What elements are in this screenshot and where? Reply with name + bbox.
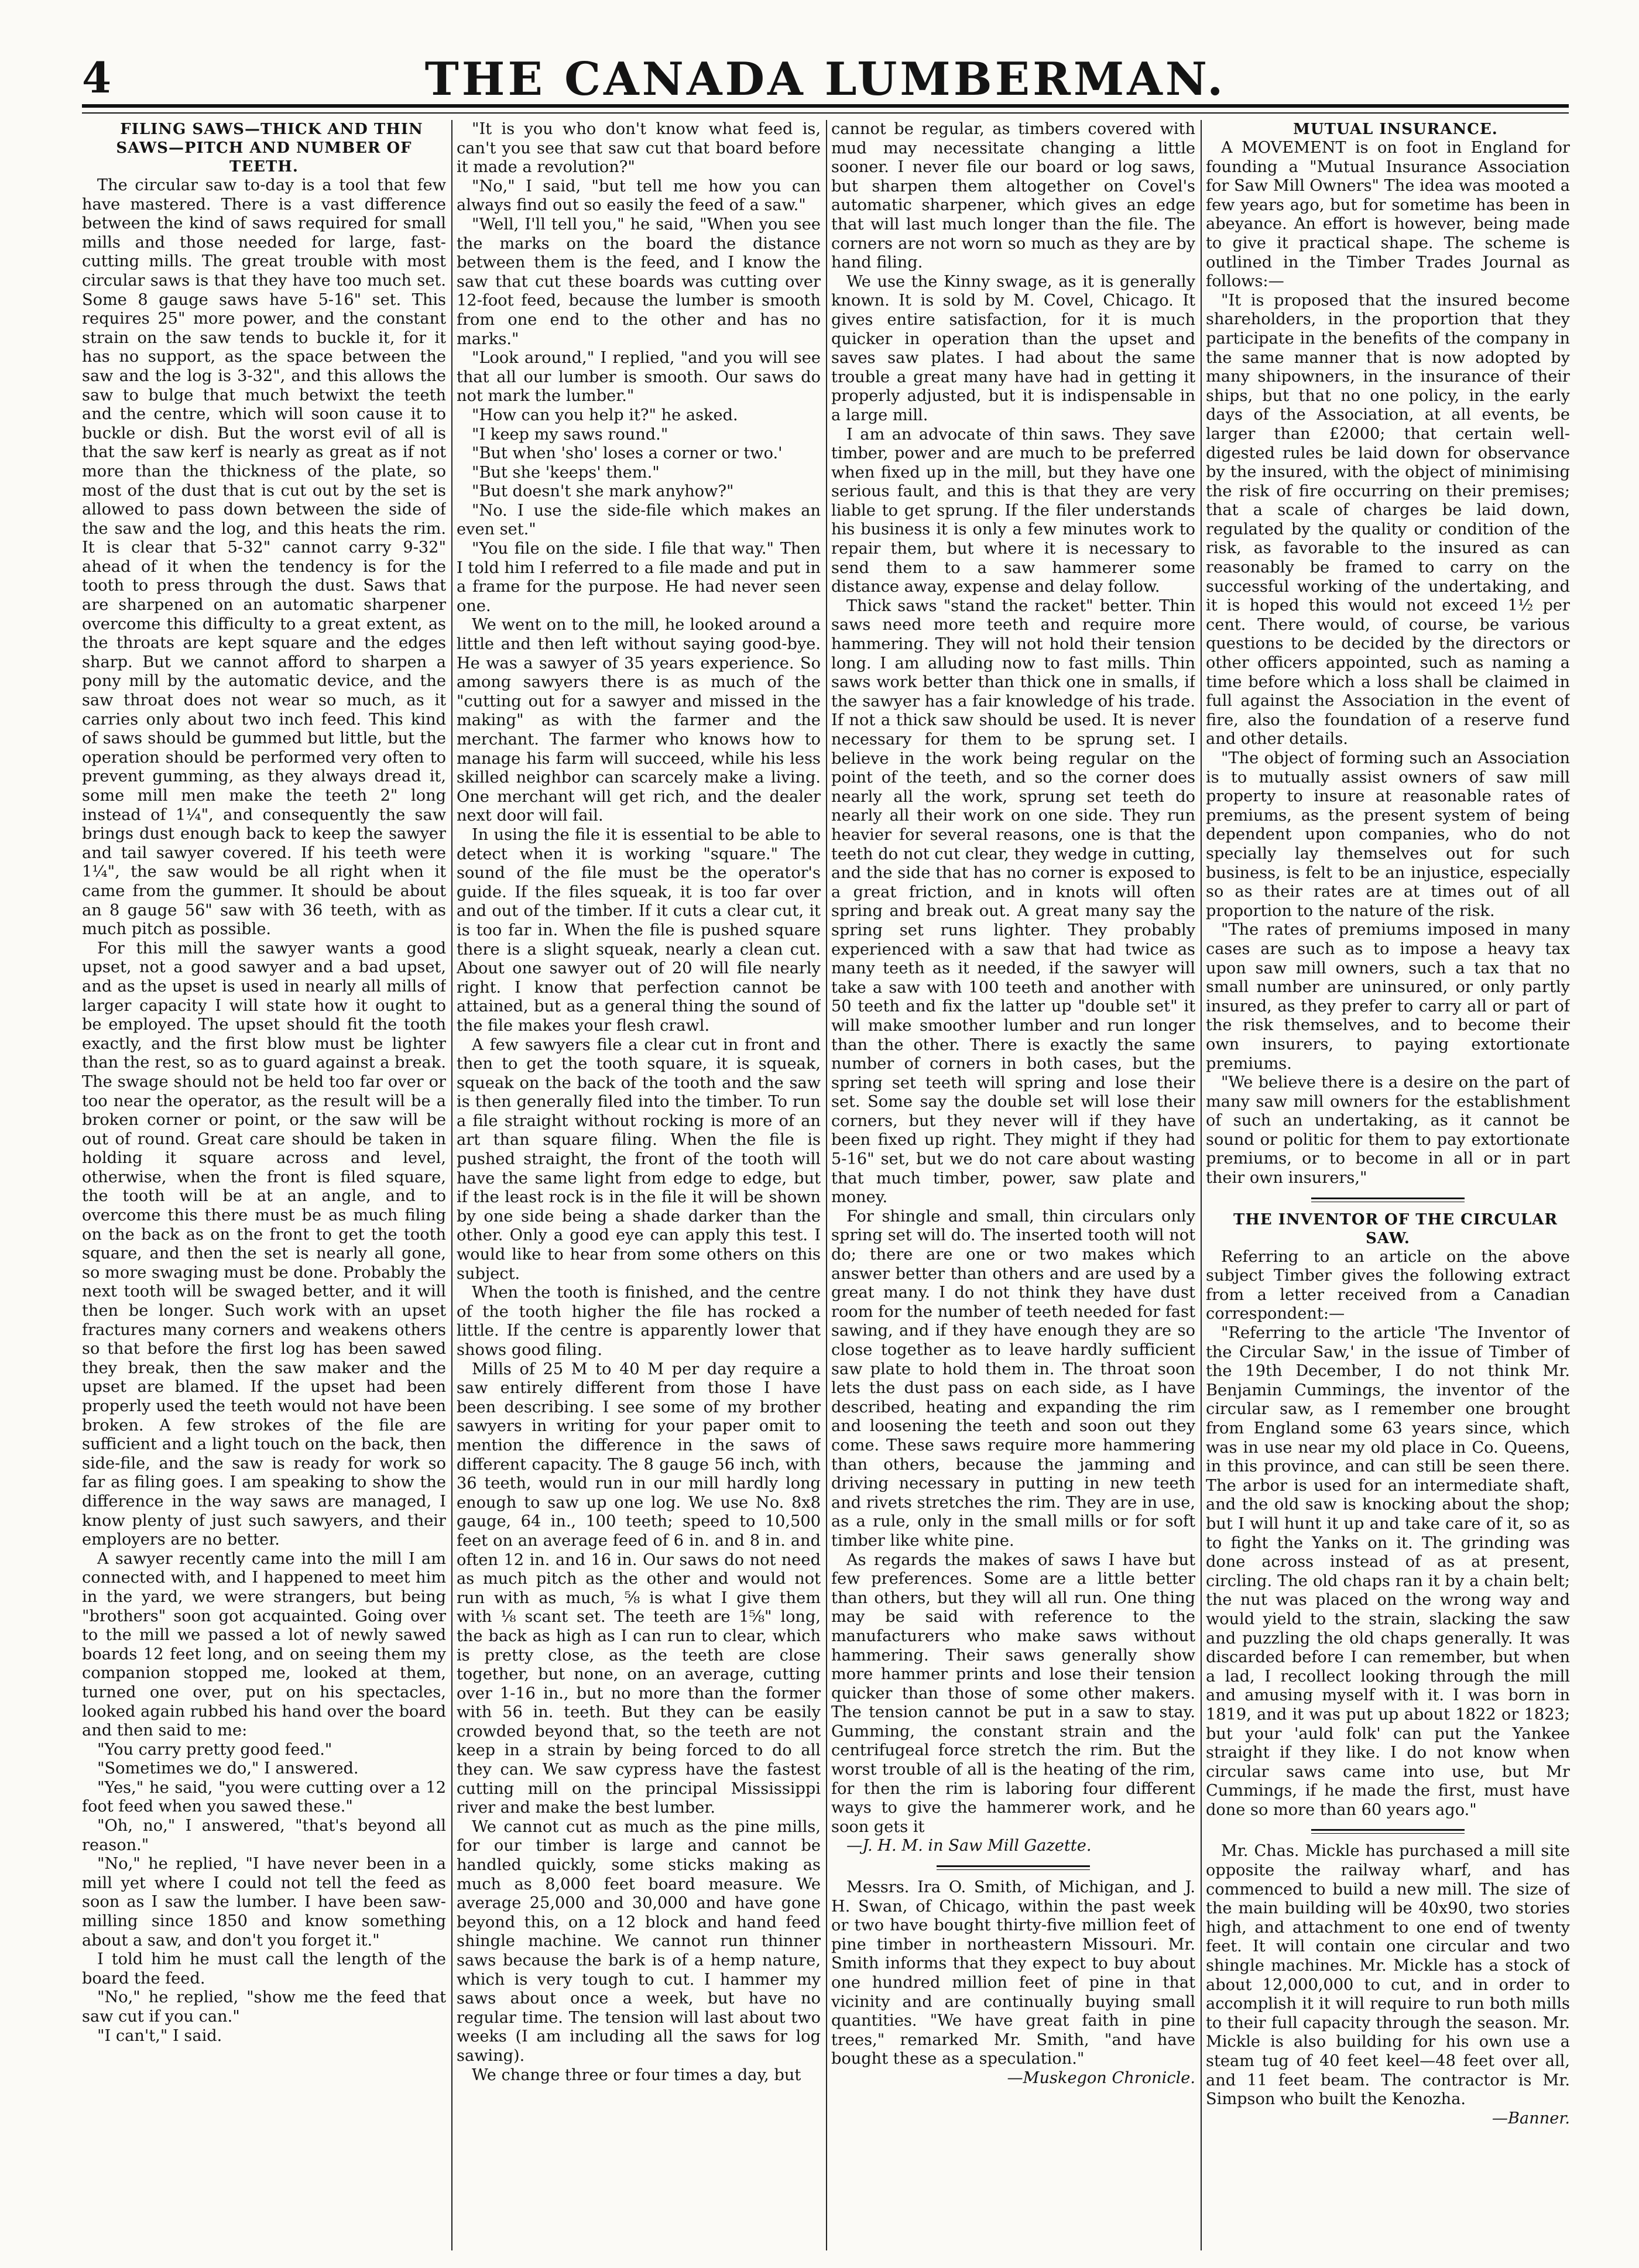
paragraph: "Referring to the article 'The Inventor of the Circular Saw,' in the issue of Timber of the 19th December, I do not think Mr. Benjamin Cummings, the inventor of the circular saw, as I remember one brought from England some 63 years since, which was in use near my old place in Co. Queens, in this province, and can still be seen there. The arbor is used for an intermediate shaft, and the old saw is knocking about the shop; but I will hunt it up and take care of it, so as to fight the Yanks on it. The grinding was done across instead of as at present, circling. The old chaps ran it by a chain belt; the nut was placed on the wrong way and would yield to the strain, slacking the saw and puzzling the old chaps generally. It was discarded before I can remember, but when a lad, I recollect looking through the mill and amusing myself with it. I was born in 1819, and it was put up about 1822 or 1823; but your 'auld folk' can put the Yankee straight if they like. I do not know when circular saws came into use, but Mr Cummings, if he made the first, must have done so more than 60 years ago." — [1206, 1324, 1570, 1819]
page-header — [82, 29, 1569, 105]
header-rule — [82, 104, 1569, 108]
paragraph: We change three or four times a day, but — [472, 2065, 801, 2084]
article-heading: MUTUAL INSURANCE. — [1293, 121, 1498, 138]
paragraph: A sawyer recently came into the mill I am connected with, and I happened to meet him in the yard, we were strangers, but being "brothers" soon got acquainted. Going over to the mill we passed a lot of newly sawed boards 12 feet long, and on seeing them my companion stopped me, looked at them, turned one over, put on his spectacles, looked again rubbed his hand over the board and then said to me: — [82, 1549, 446, 1740]
paragraph: Mills of 25 M to 40 M per day require a saw entirely different from those I have been describing. I see some of my brother sawyers in writing for your paper omit to mention the difference in the saws of different capacity. The 8 gauge 56 inch, with 36 teeth, would run in our mill hardly long enough to saw up one log. We use No. 8x8 gauge, 64 in., 100 teeth; speed to 10,500 feet on an average feed of 6 in. and 8 in. and often 12 in. and 16 in. Our saws do not need as much pitch as the other and would not run with as much, ⅝ is what I give them with ⅛ scant set. The teeth are 1⅝" long, the back as high as I can run to clear, which is pretty close, as the teeth are close together, but none, on an average, cutting over 1-16 in., but no more than the former with 56 in. teeth. But they can be easily crowded beyond that, so the teeth are not keep in a strain by being forced to do all they can. We saw cypress have the fastest cutting mill on the principal Mississippi river and make the best lumber. — [457, 1360, 821, 1817]
paragraph: In using the file it is essential to be able to detect when it is working "square." The sound of the file must be the operator's guide. If the files squeak, it is too far over and out of the timber. If it cuts a clear cut, it is too far in. When the file is pushed square there is a slight squeak, nearly a clean cut. About one sawyer out of 20 will file nearly right. I know that perfection cannot be attained, but as a general thing the sound of the file makes your flesh crawl. — [457, 825, 821, 1035]
column-3 — [831, 120, 1195, 2250]
section-divider — [937, 1865, 1090, 1867]
paragraph: Referring to an article on the above subject Timber gives the following extract from a letter received from a Canadian correspondent:— — [1206, 1247, 1570, 1323]
column-rule — [451, 120, 452, 2250]
paragraph: "I can't," I said. — [97, 2026, 222, 2045]
paragraph: When the tooth is finished, and the centre of the tooth higher the file has rocked a little. If the centre is apparently lower that shows good filing. — [457, 1284, 821, 1359]
paragraph: For shingle and small, thin circulars only spring set will do. The inserted tooth will not do; there are one or two makes which answer better than others and are used by a great many. I do not think they have dust room for the number of teeth needed for fast sawing, and if they have enough they are so close together as to leave hardly sufficient saw plate to hold them in. The throat soon lets the dust pass on each side, as I have described, heating and expanding the rim and loosening the teeth and soon out they come. These saws require more hammering than others, because the jamming and driving necessary in putting in new teeth and rivets stretches the rim. They are in use, as a rule, only in the small mills or for soft timber like white pine. — [831, 1207, 1195, 1550]
paragraph: As regards the makes of saws I have but few preferences. Some are a little better than others, but they will all run. One thing may be said with reference to the manufacturers who make saws without hammering. Their saws generally show more hammer prints and lose their tension quicker than those of some other makers. The tension cannot be put in a saw to stay. Gumming, the constant strain and the centrifugeal force stretch the rim. But the worst trouble of all is the heating of the rim, for then the rim is laboring four different ways to give the hammerer work, and he soon gets it — [831, 1550, 1195, 1836]
paragraph: We went on to the mill, he looked around a little and then left without saying good-bye. He was a sawyer of 35 years experience. So among sawyers there is as much of the "cutting out for a sawyer and missed in the making" as with the farmer and the merchant. The farmer who knows how to manage his farm will succeed, while his less skilled neighbor can scarcely make a living. One merchant will get rich, and the dealer next door will fail. — [457, 616, 821, 825]
article-heading: FILING SAWS—THICK AND THIN SAWS—PITCH AND NUMBER OF TEETH. — [116, 121, 423, 176]
paragraph: For this mill the sawyer wants a good upset, not a good sawyer and a bad upset, and as the upset is used in nearly all mills of larger capacity I will state how it ought to be employed. The upset should fit the tooth exactly, and the first blow must be lighter than the rest, so as to guard against a break. The swage should not be held too far over or too near the operator, as the result will be a broken corner or point, or the saw will be out of round. Great care should be taken in holding it square across and level, otherwise, when the front is filed square, the tooth will be at an angle, and to overcome this there must be as much filing on the back as on the front to get the tooth square, and then the set is nearly all gone, so more swaging must be done. Probably the next tooth will be swaged better, and it will then be longer. Such work with an upset fractures many corners and weakens others so that before the first log has been sawed they break, then the saw maker and the upset are blamed. If the upset had been properly used the teeth would not have been broken. A few strokes of the file are sufficient and a light touch on the back, then side-file, and the saw is ready for work so far as filing goes. I am speaking to show the difference in the way saws are managed, I know plenty of just such sawyers, and their employers are no better. — [82, 939, 446, 1549]
column-4 — [1206, 120, 1570, 2250]
paragraph: "No," he replied, "show me the feed that saw cut if you can." — [82, 1988, 446, 2026]
section-divider — [1311, 1829, 1465, 1831]
paragraph: "No," I said, "but tell me how you can always find out so easily the feed of a saw." — [457, 177, 821, 215]
paragraph: I am an advocate of thin saws. They save timber, power and are much to be preferred when fixed up in the mill, but they have one serious fault, and this is that they are very liable to get sprung. If the filer understands his business it is only a few minutes work to repair them, but where it is necessary to send them to a saw hammerer some distance away, expense and delay follow. — [831, 425, 1195, 596]
article-signature: —Banner. — [1491, 2109, 1570, 2128]
page-number: 4 — [82, 53, 112, 102]
section-divider-thin — [1311, 1833, 1465, 1834]
paragraph: cannot be regular, as timbers covered with mud may necessitate changing a little sooner. I never file our board or log saws, but sharpen them altogether on Covel's automatic sharpener, which gives an edge that will last much longer than the file. The corners are not worn so much as they are by hand filing. — [831, 120, 1195, 272]
column-1 — [82, 120, 446, 2250]
paragraph: "You carry pretty good feed." — [97, 1740, 332, 1759]
paragraph: "It is you who don't know what feed is, can't you see that saw cut that board before it made a revolution?" — [457, 120, 821, 177]
paragraph: Messrs. Ira O. Smith, of Michigan, and J. H. Swan, of Chicago, within the past week or two have bought thirty-five million feet of pine timber in northeastern Missouri. Mr. Smith informs that they expect to buy about one hundred million feet of pine in that vicinity and are continually buying small quantities. "We have great faith in pine trees," remarked Mr. Smith, "and have bought these as a speculation." — [831, 1878, 1195, 2068]
masthead-title: THE CANADA LUMBERMAN. — [424, 53, 1226, 106]
paragraph: "But she 'keeps' them." — [472, 463, 660, 482]
paragraph: A few sawyers file a clear cut in front and then to get the tooth square, it is squeak, squeak on the back of the tooth and the saw is then generally filed into the timber. To run a file straight without rocking is more of an art than square filing. When the file is pushed straight, the front of the tooth will have the same light from edge to edge, but if the least rock is in the file it will be shown by one side being a shade darker than the other. Only a good eye can apply this test. I would like to hear from some others on this subject. — [457, 1035, 821, 1283]
column-rule — [1201, 120, 1202, 2250]
paragraph: "Sometimes we do," I answered. — [97, 1759, 359, 1778]
article-signature: —J. H. M. in Saw Mill Gazette. — [846, 1837, 1092, 1855]
paragraph: "No," he replied, "I have never been in a mill yet where I could not tell the feed as soon as I saw the lumber. I have been saw-milling since 1850 and know something about a saw, and don't you forget it." — [82, 1855, 446, 1950]
paragraph: "No. I use the side-file which makes an even set." — [457, 501, 821, 539]
paragraph: Thick saws "stand the racket" better. Thin saws need more teeth and require more hammering. They will not hold their tension long. I am alluding now to fast mills. Thin saws work better than thick one in smalls, if the sawyer has a fair knowledge of his trade. If not a thick saw should be used. It is never necessary for them to be sprung set. I believe in the work being regular on the point of the teeth, and so the corner does nearly all the work, sprung set teeth do nearly all their work on one side. They run heavier for several reasons, one is that the teeth do not cut clear, they wedge in cutting, and the side that has no corner is exposed to a great friction, and in knots will often spring and break out. A great many say the spring set runs lighter. They probably experienced with a saw that had twice as many teeth as it needed, if the sawyer will take a saw with 100 teeth and another with 50 teeth and fix the latter up "double set" it will make smoother lumber and run longer than the other. There is exactly the same number of corners in both cases, but the spring set teeth will spring and lose their set. Some say the double set will lose their corners, but they never will if they have been fixed up right. They might if they had 5-16" set, but we do not care about wasting that much timber, power, saw plate and money. — [831, 596, 1195, 1207]
paragraph: I told him he must call the length of the board the feed. — [82, 1950, 446, 1988]
paragraph: Mr. Chas. Mickle has purchased a mill site opposite the railway wharf, and has commenced to build a new mill. The size of the main building will be 40x90, two stories high, and attachment to one end of twenty feet. It will contain one circular and two shingle machines. Mr. Mickle has a stock of about 12,000,000 to cut, and in order to accomplish it it will require to run both mills to their full capacity through the season. Mr. Mickle is also building for his own use a steam tug of 40 feet keel—48 feet over all, and 11 feet beam. The contractor is Mr. Simpson who built the Kenozha. — [1206, 1842, 1570, 2109]
header-rule-thin — [82, 112, 1569, 114]
paragraph: "You file on the side. I file that way." Then I told him I referred to a file made and put in a frame for the purpose. He had never seen one. — [457, 540, 821, 615]
paragraph: "Oh, no," I answered, "that's beyond all reason." — [82, 1817, 446, 1854]
paragraph: "The rates of premiums imposed in many cases are such as to impose a heavy tax upon saw mill owners, such a tax that no small number are uninsured, or only partly insured, as they prefer to carry all or part of the risk themselves, and to become their own insurers, to paying extortionate premiums. — [1206, 921, 1570, 1073]
section-divider-thin — [937, 1869, 1090, 1870]
paragraph: The circular saw to-day is a tool that few have mastered. There is a vast difference between the kind of saws required for small mills and those needed for large, fast-cutting mills. The great trouble with most circular saws is that they have too much set. Some 8 gauge saws have 5-16" set. This requires 25" more power, and the constant strain on the saw tends to buckle it, for it has no support, as the space between the saw and the log is 3-32", and this allows the saw to bulge that much betwixt the teeth and the centre, which will soon cause it to buckle or dish. But the worst evil of all is that the saw kerf is nearly as great as if not more than the thickness of the plate, so most of the dust that is cut out by the set is allowed to pass down between the side of the saw and the log, and this heats the rim. It is clear that 5-32" cannot carry 9-32" ahead of it when the tendency is for the tooth to press through the dust. Saws that are sharpened on an automatic sharpener overcome this difficulty to a great extent, as the throats are kept square and the edges sharp. But we cannot afford to sharpen a pony mill by the automatic device, and the saw throat does not wear so much, as it carries only about two inch feed. This kind of saws should be gummed but little, but the operation should be performed very often to prevent gumming, as they always dread it, some mill men make the teeth 2" long instead of 1¼", and consequently the saw brings dust enough back to keep the sawyer and tail sawyer covered. If his teeth were 1¼", the saw would be all right when it came from the gummer. It should be about an 8 gauge 56" saw with 36 teeth, with as much pitch as possible. — [82, 176, 446, 939]
section-divider — [1311, 1198, 1465, 1199]
paragraph: "I keep my saws round." — [472, 425, 668, 444]
paragraph: We cannot cut as much as the pine mills, for our timber is large and cannot be handled quickly, some sticks making as much as 8,000 feet board measure. We average 25,000 and 30,000 and have gone beyond this, on a 12 block and hand feed shingle machine. We cannot run thinner saws because the bark is of a hemp nature, which is very tough to cut. I hammer my saws about once a week, but have no regular time. The tension will last about two weeks (I am including all the saws for log sawing). — [457, 1817, 821, 2065]
column-2 — [457, 120, 821, 2250]
paragraph: "But doesn't she mark anyhow?" — [472, 482, 734, 501]
paragraph: "It is proposed that the insured become shareholders, in the proportion that they participate in the benefits of the company in the same manner that is now adopted by many shipowners, in the insurance of their ships, but that no one policy, in the early days of the Association, at all events, be larger than £2000; that certain well-digested rules be laid down for observance by the insured, with the object of minimising the risk of fire occurring on their premises; that a scale of charges be laid down, regulated by the quality or condition of the risk, as favorable to the insured as can reasonably be framed to carry on the successful working of the undertaking, and it is hoped this would not exceed 1½ per cent. There would, of course, be various questions to be decided by the directors or other officers appointed, such as naming a time before which a loss shall be claimed in full against the Association in the event of fire, also the foundation of a reserve fund and other details. — [1206, 291, 1570, 749]
paragraph: "But when 'sho' loses a corner or two.' — [472, 444, 783, 463]
paragraph: We use the Kinny swage, as it is generally known. It is sold by M. Covel, Chicago. It gives entire satisfaction, for it is much quicker in operation than the upset and saves saw plates. I had about the same trouble a great many have had in getting it properly adjusted, but it is indispensable in a large mill. — [831, 272, 1195, 424]
article-signature: —Muskegon Chronicle. — [1007, 2068, 1195, 2087]
paragraph: "Look around," I replied, "and you will see that all our lumber is smooth. Our saws do not mark the lumber." — [457, 349, 821, 406]
paragraph: "We believe there is a desire on the part of many saw mill owners for the establishment of such an undertaking, as it cannot be sound or politic for them to pay extortionate premiums, or to become in all or in part their own insurers," — [1206, 1073, 1570, 1188]
paragraph: "Yes," he said, "you were cutting over a 12 foot feed when you sawed these." — [82, 1778, 446, 1816]
article-heading: THE INVENTOR OF THE CIRCULAR SAW. — [1233, 1210, 1558, 1247]
paragraph: "Well, I'll tell you," he said, "When you see the marks on the board the distance between them is the feed, and I know the saw that cut these boards was cutting over 12-foot feed, because the lumber is smooth from one end to the other and has no marks." — [457, 215, 821, 348]
paragraph: A MOVEMENT is on foot in England for founding a "Mutual Insurance Association for Saw Mill Owners" The idea was mooted a few years ago, but for sometime has been in abeyance. An effort is however, being made to give it practical shape. The scheme is outlined in the Timber Trades Journal as follows:— — [1206, 139, 1570, 291]
paragraph: "The object of forming such an Association is to mutually assist owners of saw mill property to insure at reasonable rates of premiums, as the present system of being dependent upon companies, who do not specially lay themselves out for such business, is felt to be an injustice, especially so as their rates are at times out of all proportion to the nature of the risk. — [1206, 749, 1570, 920]
column-rule — [826, 120, 827, 2250]
paragraph: "How can you help it?" he asked. — [472, 406, 738, 424]
